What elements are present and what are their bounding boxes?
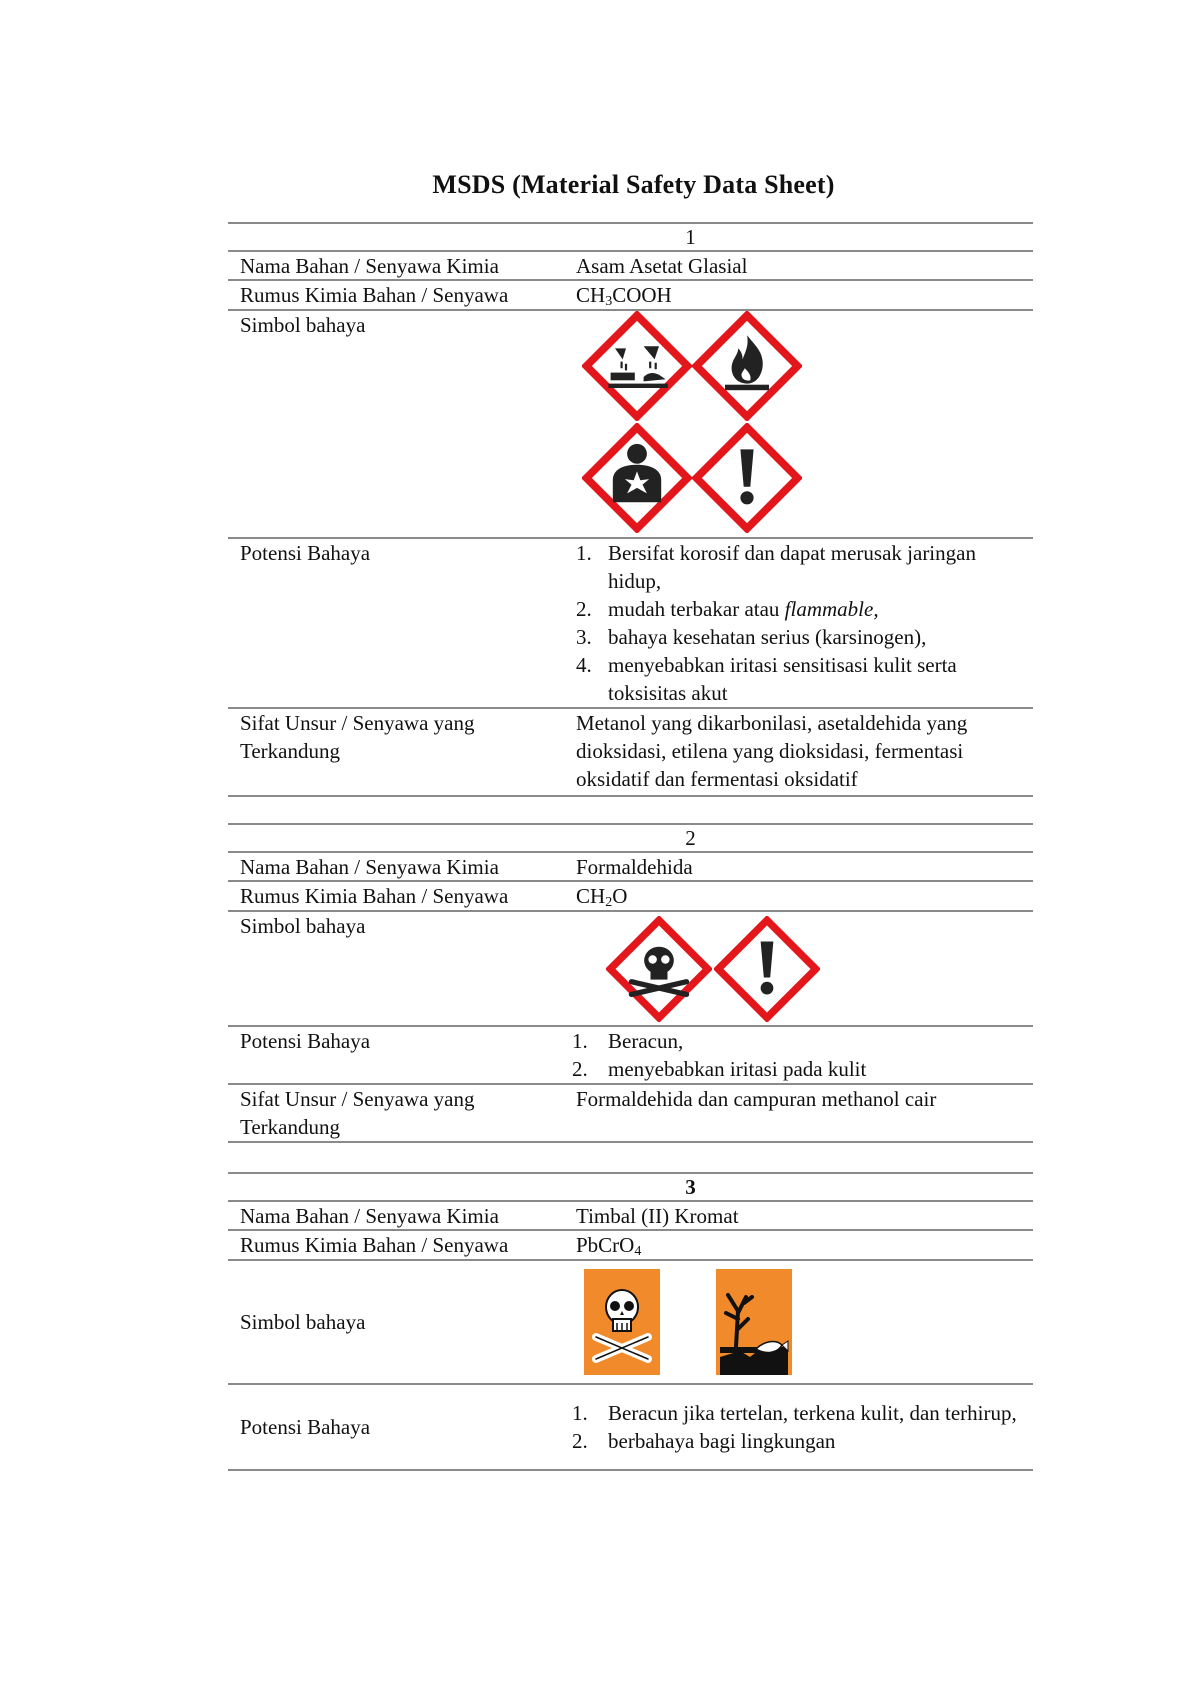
label-name: Nama Bahan / Senyawa Kimia — [240, 1204, 499, 1228]
hazard-symbols — [576, 912, 1033, 1025]
list-item: 1. Bersifat korosif dan dapat merusak jaringan hidup, — [576, 541, 976, 593]
entry-1-table — [228, 222, 1033, 825]
chemical-formula: PbCrO$_4$ — [576, 1233, 642, 1259]
property-text: Formaldehida dan campuran methanol cair — [576, 1087, 937, 1111]
hazard-list — [572, 1027, 1033, 1083]
list-item: 3. bahaya kesehatan serius (karsinogen), — [576, 625, 927, 649]
label-formula: Rumus Kimia Bahan / Senyawa — [240, 884, 509, 908]
list-item: 2. berbahaya bagi lingkungan — [572, 1429, 836, 1453]
entry-3-table — [228, 1172, 1033, 1471]
skull-crossbones-icon — [606, 916, 712, 1022]
list-item: 4. menyebabkan iritasi sensitisasi kulit serta toksisitas akut — [576, 653, 957, 705]
corrosive-icon — [582, 311, 692, 421]
label-hazard: Potensi Bahaya — [240, 1029, 371, 1053]
list-item: 2. menyebabkan iritasi pada kulit — [572, 1057, 867, 1081]
exclamation-icon — [692, 423, 802, 533]
label-formula: Rumus Kimia Bahan / Senyawa — [240, 283, 509, 307]
chemical-name: Timbal (II) Kromat — [576, 1204, 739, 1228]
label-property: Sifat Unsur / Senyawa yang Terkandung — [240, 1087, 475, 1139]
chemical-name: Asam Asetat Glasial — [576, 254, 748, 278]
label-symbol: Simbol bahaya — [240, 1310, 366, 1334]
label-name: Nama Bahan / Senyawa Kimia — [240, 254, 499, 278]
label-symbol: Simbol bahaya — [240, 914, 366, 938]
hazard-symbols — [576, 1269, 1033, 1375]
property-text: Metanol yang dikarbonilasi, asetaldehida yang dioksidasi, etilena yang dioksidasi, fermentasi oksidatif dan fermentasi oksidatif — [576, 711, 968, 791]
entry-number: 3 — [685, 1175, 696, 1199]
hazard-symbols — [576, 311, 1033, 537]
hazard-list — [572, 1399, 1033, 1455]
chemical-formula: $CH_2O$ — [576, 884, 628, 910]
label-formula: Rumus Kimia Bahan / Senyawa — [240, 1233, 509, 1257]
chemical-formula: $CH_3COOH$ — [576, 283, 672, 309]
label-hazard: Potensi Bahaya — [240, 541, 371, 565]
flammable-icon — [692, 311, 802, 421]
chemical-name: Formaldehida — [576, 855, 693, 879]
health-hazard-icon — [582, 423, 692, 533]
entry-2-table — [228, 823, 1033, 1171]
list-item: 1. Beracun jika tertelan, terkena kulit, dan terhirup, — [572, 1401, 1017, 1425]
label-property: Sifat Unsur / Senyawa yang Terkandung — [240, 711, 475, 763]
page-title: MSDS (Material Safety Data Sheet) — [432, 170, 835, 199]
toxic-orange-icon — [584, 1269, 660, 1375]
entry-number: 1 — [685, 225, 696, 249]
hazard-list — [576, 539, 1033, 707]
entry-number: 2 — [685, 826, 696, 850]
list-item: 2. mudah terbakar atau flammable, — [576, 597, 879, 621]
exclamation-icon — [714, 916, 820, 1022]
label-hazard: Potensi Bahaya — [240, 1415, 371, 1439]
label-name: Nama Bahan / Senyawa Kimia — [240, 855, 499, 879]
list-item: 1. Beracun, — [572, 1029, 684, 1053]
environment-orange-icon — [716, 1269, 792, 1375]
label-symbol: Simbol bahaya — [240, 313, 366, 337]
